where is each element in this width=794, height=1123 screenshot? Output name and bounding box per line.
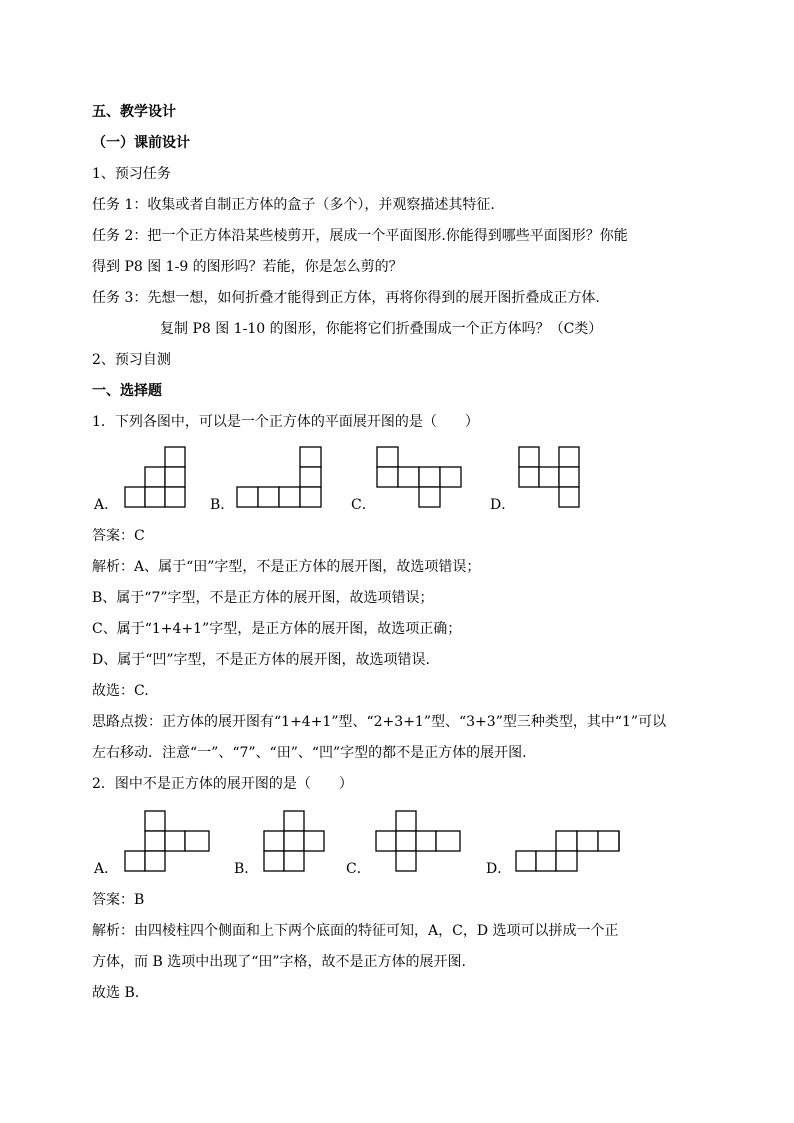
question-2-stem: 2．图中不是正方体的展开图的是（ ） [92, 776, 353, 792]
q1-analysis-line: C、属于“1+4+1”字型，是正方体的展开图，故选项正确； [92, 621, 462, 637]
q1-figure-d [518, 447, 582, 509]
q1-tip-line-2: 左右移动．注意“一”、“7”、“田”、“凹”字型的都不是正方体的展开图. [92, 745, 527, 761]
q2-analysis-line-1: 解析：由四棱柱四个侧面和上下两个底面的特征可知，A，C，D 选项可以拼成一个正 [92, 923, 619, 939]
section-title-self-test: 2、预习自测 [92, 352, 171, 368]
q2-figure-c [375, 810, 463, 874]
section-title-preview-tasks: 1、预习任务 [92, 166, 171, 182]
q2-figure-d [515, 810, 625, 874]
q2-choice: 故选 B. [92, 985, 140, 1001]
q1-tip-line-1: 思路点拨：正方体的展开图有“1+4+1”型、“2+3+1”型、“3+3”型三种类型，其中“1”可以 [92, 714, 667, 730]
task-3: 任务 3：先想一想，如何折叠才能得到正方体，再将你得到的展开图折叠成正方体. [92, 290, 600, 306]
part-title-multiple-choice: 一、选择题 [92, 383, 162, 399]
q1-choice: 故选：C. [92, 683, 149, 699]
q2-answer: 答案：B [92, 892, 145, 908]
q1-figure-c [376, 447, 462, 509]
q2-figure-b [263, 810, 327, 874]
q2-analysis-line-2: 方体，而 B 选项中出现了“田”字格，故不是正方体的展开图. [92, 954, 466, 970]
q1-analysis-line: B、属于“7”字型，不是正方体的展开图，故选项错误； [92, 590, 434, 606]
task-2-line-1: 任务 2：把一个正方体沿某些棱剪开，展成一个平面图形.你能得到哪些平面图形？你能 [92, 228, 628, 244]
q2-option-c-label: C． [346, 861, 371, 877]
section-heading: 五、教学设计 [92, 104, 176, 120]
q1-option-d-label: D． [490, 497, 516, 513]
q1-figure-b [236, 447, 322, 509]
q2-option-b-label: B． [234, 861, 259, 877]
subsection-heading: （一）课前设计 [92, 135, 190, 151]
q2-option-d-label: D． [486, 861, 512, 877]
q2-option-a-label: A． [94, 861, 119, 877]
q2-figure-a [124, 810, 212, 874]
q1-analysis-line: 解析：A、属于“田”字型，不是正方体的展开图，故选项错误； [92, 559, 481, 575]
q1-answer: 答案：C [92, 528, 145, 544]
question-1-stem: 1．下列各图中，可以是一个正方体的平面展开图的是（ ） [92, 414, 479, 430]
task-3-line-2: 复制 P8 图 1-10 的图形，你能将它们折叠围成一个正方体吗？（C类） [160, 321, 603, 337]
q1-option-c-label: C． [351, 497, 376, 513]
q1-option-b-label: B． [210, 497, 235, 513]
task-2-line-2: 得到 P8 图 1-9 的图形吗？若能，你是怎么剪的？ [92, 259, 403, 275]
q1-figure-a [124, 447, 186, 509]
q1-option-a-label: A． [94, 497, 119, 513]
task-1: 任务 1：收集或者自制正方体的盒子（多个），并观察描述其特征. [92, 197, 495, 213]
q1-analysis-line: D、属于“凹”字型，不是正方体的展开图，故选项错误. [92, 652, 430, 668]
